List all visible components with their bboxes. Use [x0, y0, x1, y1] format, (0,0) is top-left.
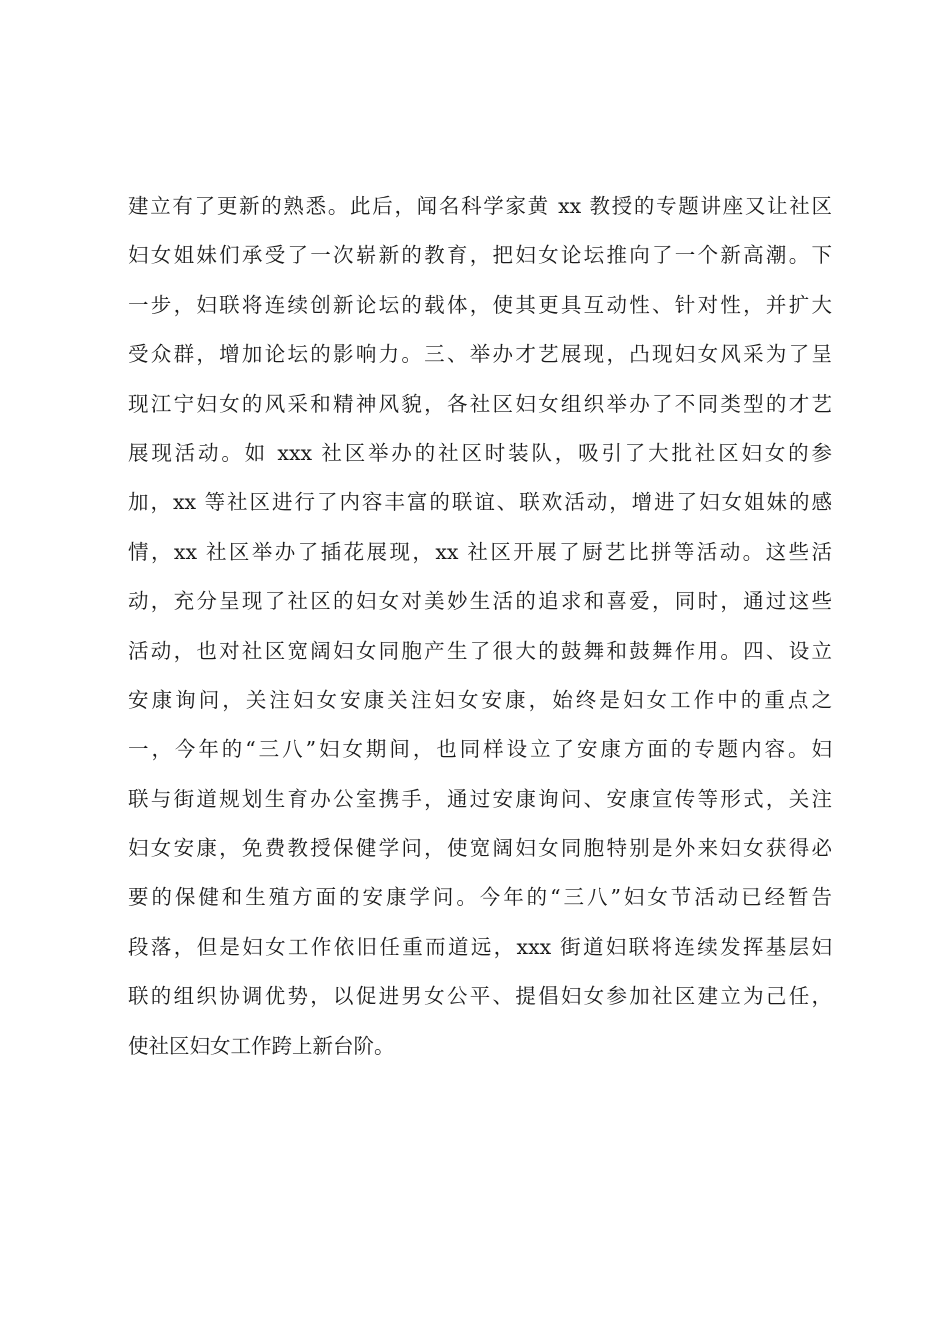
text-line: 建立有了更新的熟悉。此后，闻名科学家黄 xx 教授的专题讲座又让社区 [128, 194, 832, 218]
text-line: 现江宁妇女的风采和精神风貌，各社区妇女组织举办了不同类型的才艺 [128, 391, 832, 416]
text-line: 受众群，增加论坛的影响力。三、举办才艺展现，凸现妇女风采为了呈 [128, 342, 832, 367]
text-line: 要的保健和生殖方面的安康学问。今年的“三八”妇女节活动已经暂告 [128, 885, 832, 910]
body-paragraph [128, 182, 832, 1071]
text-line: 妇女姐妹们承受了一次崭新的教育，把妇女论坛推向了一个新高潮。下 [128, 243, 832, 268]
text-line: 一，今年的“三八”妇女期间，也同样设立了安康方面的专题内容。妇 [128, 737, 832, 762]
text-line: 联的组织协调优势，以促进男女公平、提倡妇女参加社区建立为己任， [128, 984, 832, 1009]
text-line: 加，xx 等社区进行了内容丰富的联谊、联欢活动，增进了妇女姐妹的感 [128, 490, 832, 515]
text-line: 动，充分呈现了社区的妇女对美妙生活的追求和喜爱，同时，通过这些 [128, 589, 832, 614]
text-line-last: 使社区妇女工作跨上新台阶。 [128, 1033, 395, 1058]
text-line: 一步，妇联将连续创新论坛的载体，使其更具互动性、针对性，并扩大 [128, 292, 832, 317]
text-line: 段落，但是妇女工作依旧任重而道远，xxx 街道妇联将连续发挥基层妇 [128, 934, 832, 959]
text-line: 情，xx 社区举办了插花展现，xx 社区开展了厨艺比拼等活动。这些活 [128, 539, 832, 564]
text-line: 妇女安康，免费教授保健学问，使宽阔妇女同胞特别是外来妇女获得必 [128, 836, 832, 861]
text-line: 展现活动。如 xxx 社区举办的社区时装队，吸引了大批社区妇女的参 [128, 440, 832, 465]
text-line: 活动，也对社区宽阔妇女同胞产生了很大的鼓舞和鼓舞作用。四、设立 [128, 638, 832, 663]
text-line: 安康询问，关注妇女安康关注妇女安康，始终是妇女工作中的重点之 [128, 687, 832, 712]
text-line: 联与街道规划生育办公室携手，通过安康询问、安康宣传等形式，关注 [128, 786, 832, 811]
